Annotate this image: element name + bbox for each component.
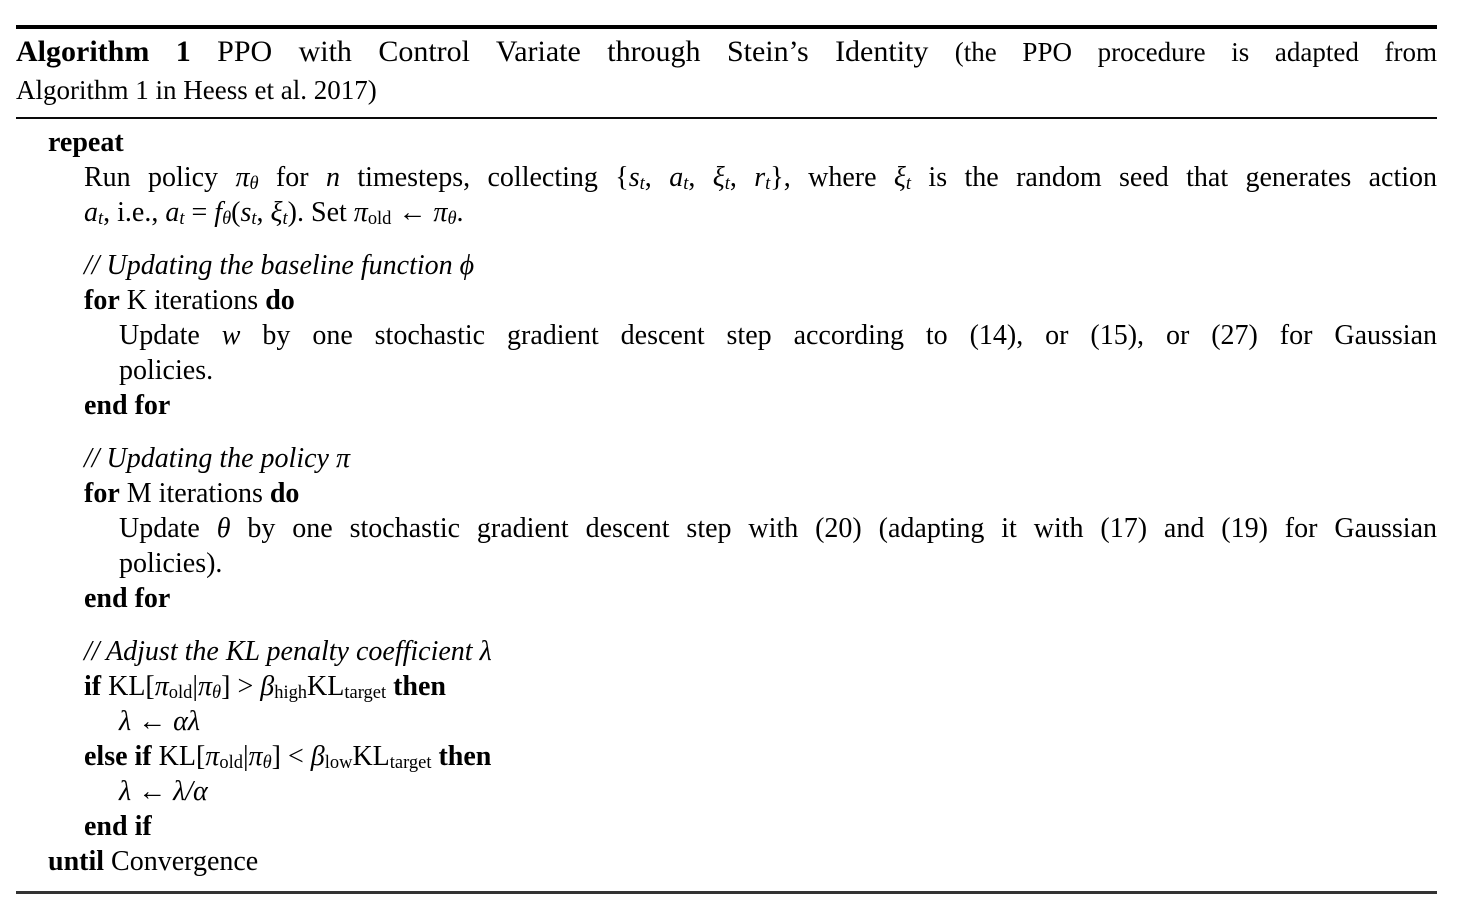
line-for-k-seg-0: for (84, 285, 120, 316)
line-comment-policy-seg-0: // Updating the policy (84, 443, 336, 474)
line-run-1-seg-17: t (765, 172, 771, 193)
line-run-2-seg-17: ← (391, 197, 434, 228)
line-run-2-seg-10: t (251, 207, 257, 228)
line-end-for-2-seg-0: end for (84, 583, 171, 614)
line-run-2-seg-2: , i.e., (103, 197, 166, 228)
line-run-2-seg-9: s (240, 197, 252, 228)
line-for-k (84, 283, 1437, 318)
line-until-seg-0: until (48, 846, 105, 877)
line-else-if-seg-5: π (248, 741, 263, 772)
line-run-2-seg-11: , (256, 197, 271, 228)
line-run-1-seg-15: , (729, 162, 755, 193)
line-run-2-seg-6: f (214, 197, 223, 228)
title-line-1 (16, 33, 1437, 71)
line-if-seg-2: π (154, 671, 169, 702)
line-run-2-seg-8: ( (231, 197, 241, 228)
line-run-2-seg-3: a (165, 197, 180, 228)
line-run-2-seg-12: ξ (270, 197, 283, 228)
line-for-m (84, 476, 1437, 511)
title-line-2-seg-0: Algorithm 1 in Heess et al. 2017) (16, 75, 377, 105)
line-run-1-seg-8: t (639, 172, 645, 193)
title-separator-rule (16, 117, 1437, 119)
line-end-if (84, 809, 1437, 844)
line-else-if-seg-11: target (389, 751, 432, 772)
line-run-1-seg-19: ξ (893, 162, 906, 193)
line-lambda-increase-seg-1: ← (131, 706, 174, 737)
line-end-for-1 (84, 388, 1437, 423)
line-update-theta-1-seg-0: Update (119, 513, 217, 544)
line-else-if-seg-6: θ (262, 751, 272, 772)
line-update-w-1-seg-0: Update (119, 320, 222, 351)
line-until-seg-1: Convergence (104, 846, 259, 877)
line-if-seg-7: ] > (221, 671, 261, 702)
title-line-1-seg-0: Algorithm 1 (16, 35, 191, 68)
algorithm-title (16, 33, 1437, 109)
line-update-w-1-seg-2: by one stochastic gradient descent step according to (14), or (15), or (27) for Gaussian (240, 320, 1437, 351)
top-rule (16, 25, 1437, 29)
line-update-theta-2 (119, 546, 1437, 581)
line-run-1-seg-20: t (905, 172, 912, 193)
line-comment-policy (84, 441, 1437, 476)
line-run-1-seg-3: for (258, 162, 326, 193)
line-run-1-seg-5: timesteps, collecting (339, 162, 616, 193)
line-run-1-seg-12: , (688, 162, 713, 193)
line-if-seg-6: θ (212, 681, 222, 702)
line-if-seg-4: | (192, 671, 199, 702)
line-comment-baseline (84, 248, 1437, 283)
line-for-k-seg-1: K iterations (119, 285, 266, 316)
line-run-2-seg-1: t (98, 207, 104, 228)
line-update-w-1 (119, 318, 1437, 353)
line-update-theta-2-seg-0: policies). (119, 548, 223, 579)
line-comment-baseline-seg-1: ϕ (459, 250, 475, 281)
line-else-if-seg-9: low (324, 751, 353, 772)
line-run-2-seg-7: θ (222, 207, 232, 228)
line-end-for-2 (84, 581, 1437, 616)
line-run-1-seg-18: }, where (770, 162, 894, 193)
line-run-2-seg-15: π (353, 197, 368, 228)
line-else-if-seg-10: KL (352, 741, 390, 772)
line-repeat (48, 125, 1437, 160)
line-update-w-2 (119, 353, 1437, 388)
line-run-1-seg-6: { (615, 162, 629, 193)
line-if-seg-0: if (84, 671, 102, 702)
line-run-1-seg-1: π (235, 162, 250, 193)
line-run-1-seg-4: n (325, 162, 340, 193)
line-lambda-decrease-seg-2: λ/α (173, 776, 208, 807)
line-else-if-seg-8: β (310, 741, 325, 772)
line-comment-kl-seg-1: λ (479, 636, 492, 667)
line-else-if (84, 739, 1437, 774)
line-run-2-seg-0: a (84, 197, 98, 228)
line-if-seg-3: old (168, 681, 193, 702)
line-else-if-seg-3: old (219, 751, 243, 772)
line-for-k-seg-2: do (265, 285, 295, 316)
line-run-2-seg-14: ). Set (287, 197, 354, 228)
line-run-2-seg-5: = (184, 197, 215, 228)
line-run-1-seg-13: ξ (712, 162, 725, 193)
line-end-if-seg-0: end if (84, 811, 152, 842)
line-run-1-seg-7: s (628, 162, 640, 193)
line-if (84, 669, 1437, 704)
line-run-2-seg-13: t (282, 207, 288, 228)
line-lambda-decrease (119, 774, 1437, 809)
line-update-theta-1-seg-1: θ (216, 513, 231, 544)
line-comment-kl-seg-0: // Adjust the KL penalty coefficient (84, 636, 480, 667)
line-if-seg-11: target (344, 681, 387, 702)
line-for-m-seg-1: M iterations (119, 478, 270, 509)
line-run-1-seg-11: t (683, 172, 689, 193)
line-run-1-seg-9: , (644, 162, 670, 193)
line-update-theta-1 (119, 511, 1437, 546)
bottom-rule (16, 891, 1437, 894)
line-lambda-increase-seg-0: λ (119, 706, 132, 737)
line-lambda-increase-seg-2: αλ (173, 706, 200, 737)
line-comment-policy-seg-1: π (335, 443, 350, 474)
line-lambda-increase (119, 704, 1437, 739)
line-run-2 (84, 195, 1437, 230)
line-update-w-2-seg-0: policies. (119, 355, 214, 386)
title-line-2 (16, 71, 1437, 109)
line-else-if-seg-7: ] < (271, 741, 311, 772)
line-run-1-seg-21: is the random seed that generates action (911, 162, 1438, 193)
line-if-seg-1: KL[ (101, 671, 155, 702)
algorithm-body (16, 125, 1437, 879)
line-for-m-seg-2: do (269, 478, 300, 509)
line-if-seg-12: then (386, 671, 446, 702)
line-comment-kl (84, 634, 1437, 669)
line-if-seg-5: π (198, 671, 213, 702)
line-update-theta-1-seg-2: by one stochastic gradient descent step with (20) (adapting it with (17) and (19) for Gaussian (230, 513, 1437, 544)
line-else-if-seg-4: | (242, 741, 249, 772)
line-else-if-seg-1: KL[ (151, 741, 206, 772)
title-line-1-seg-2: (the PPO procedure is adapted from (954, 37, 1437, 67)
line-until (48, 844, 1437, 879)
line-run-1-seg-2: θ (249, 172, 259, 193)
line-run-1-seg-14: t (724, 172, 730, 193)
line-end-for-1-seg-0: end for (84, 390, 171, 421)
line-run-1-seg-10: a (669, 162, 684, 193)
line-run-2-seg-19: θ (447, 207, 457, 228)
line-repeat-seg-0: repeat (48, 127, 124, 158)
line-else-if-seg-12: then (431, 741, 492, 772)
line-run-1-seg-0: Run policy (84, 162, 236, 193)
line-run-1-seg-16: r (754, 162, 766, 193)
line-else-if-seg-0: else if (84, 741, 152, 772)
line-run-2-seg-18: π (433, 197, 448, 228)
line-run-2-seg-20: . (456, 197, 464, 228)
line-lambda-decrease-seg-0: λ (119, 776, 132, 807)
line-lambda-decrease-seg-1: ← (131, 776, 174, 807)
line-run-2-seg-16: old (367, 207, 392, 228)
line-for-m-seg-0: for (84, 478, 120, 509)
title-line-1-seg-1: PPO with Control Variate through Stein’s Identity (190, 35, 955, 68)
line-comment-baseline-seg-0: // Updating the baseline function (84, 250, 460, 281)
line-run-2-seg-4: t (179, 207, 185, 228)
line-update-w-1-seg-1: w (221, 320, 241, 351)
line-if-seg-9: high (274, 681, 308, 702)
line-if-seg-10: KL (307, 671, 345, 702)
line-run-1 (84, 160, 1437, 195)
line-else-if-seg-2: π (205, 741, 220, 772)
line-if-seg-8: β (260, 671, 275, 702)
